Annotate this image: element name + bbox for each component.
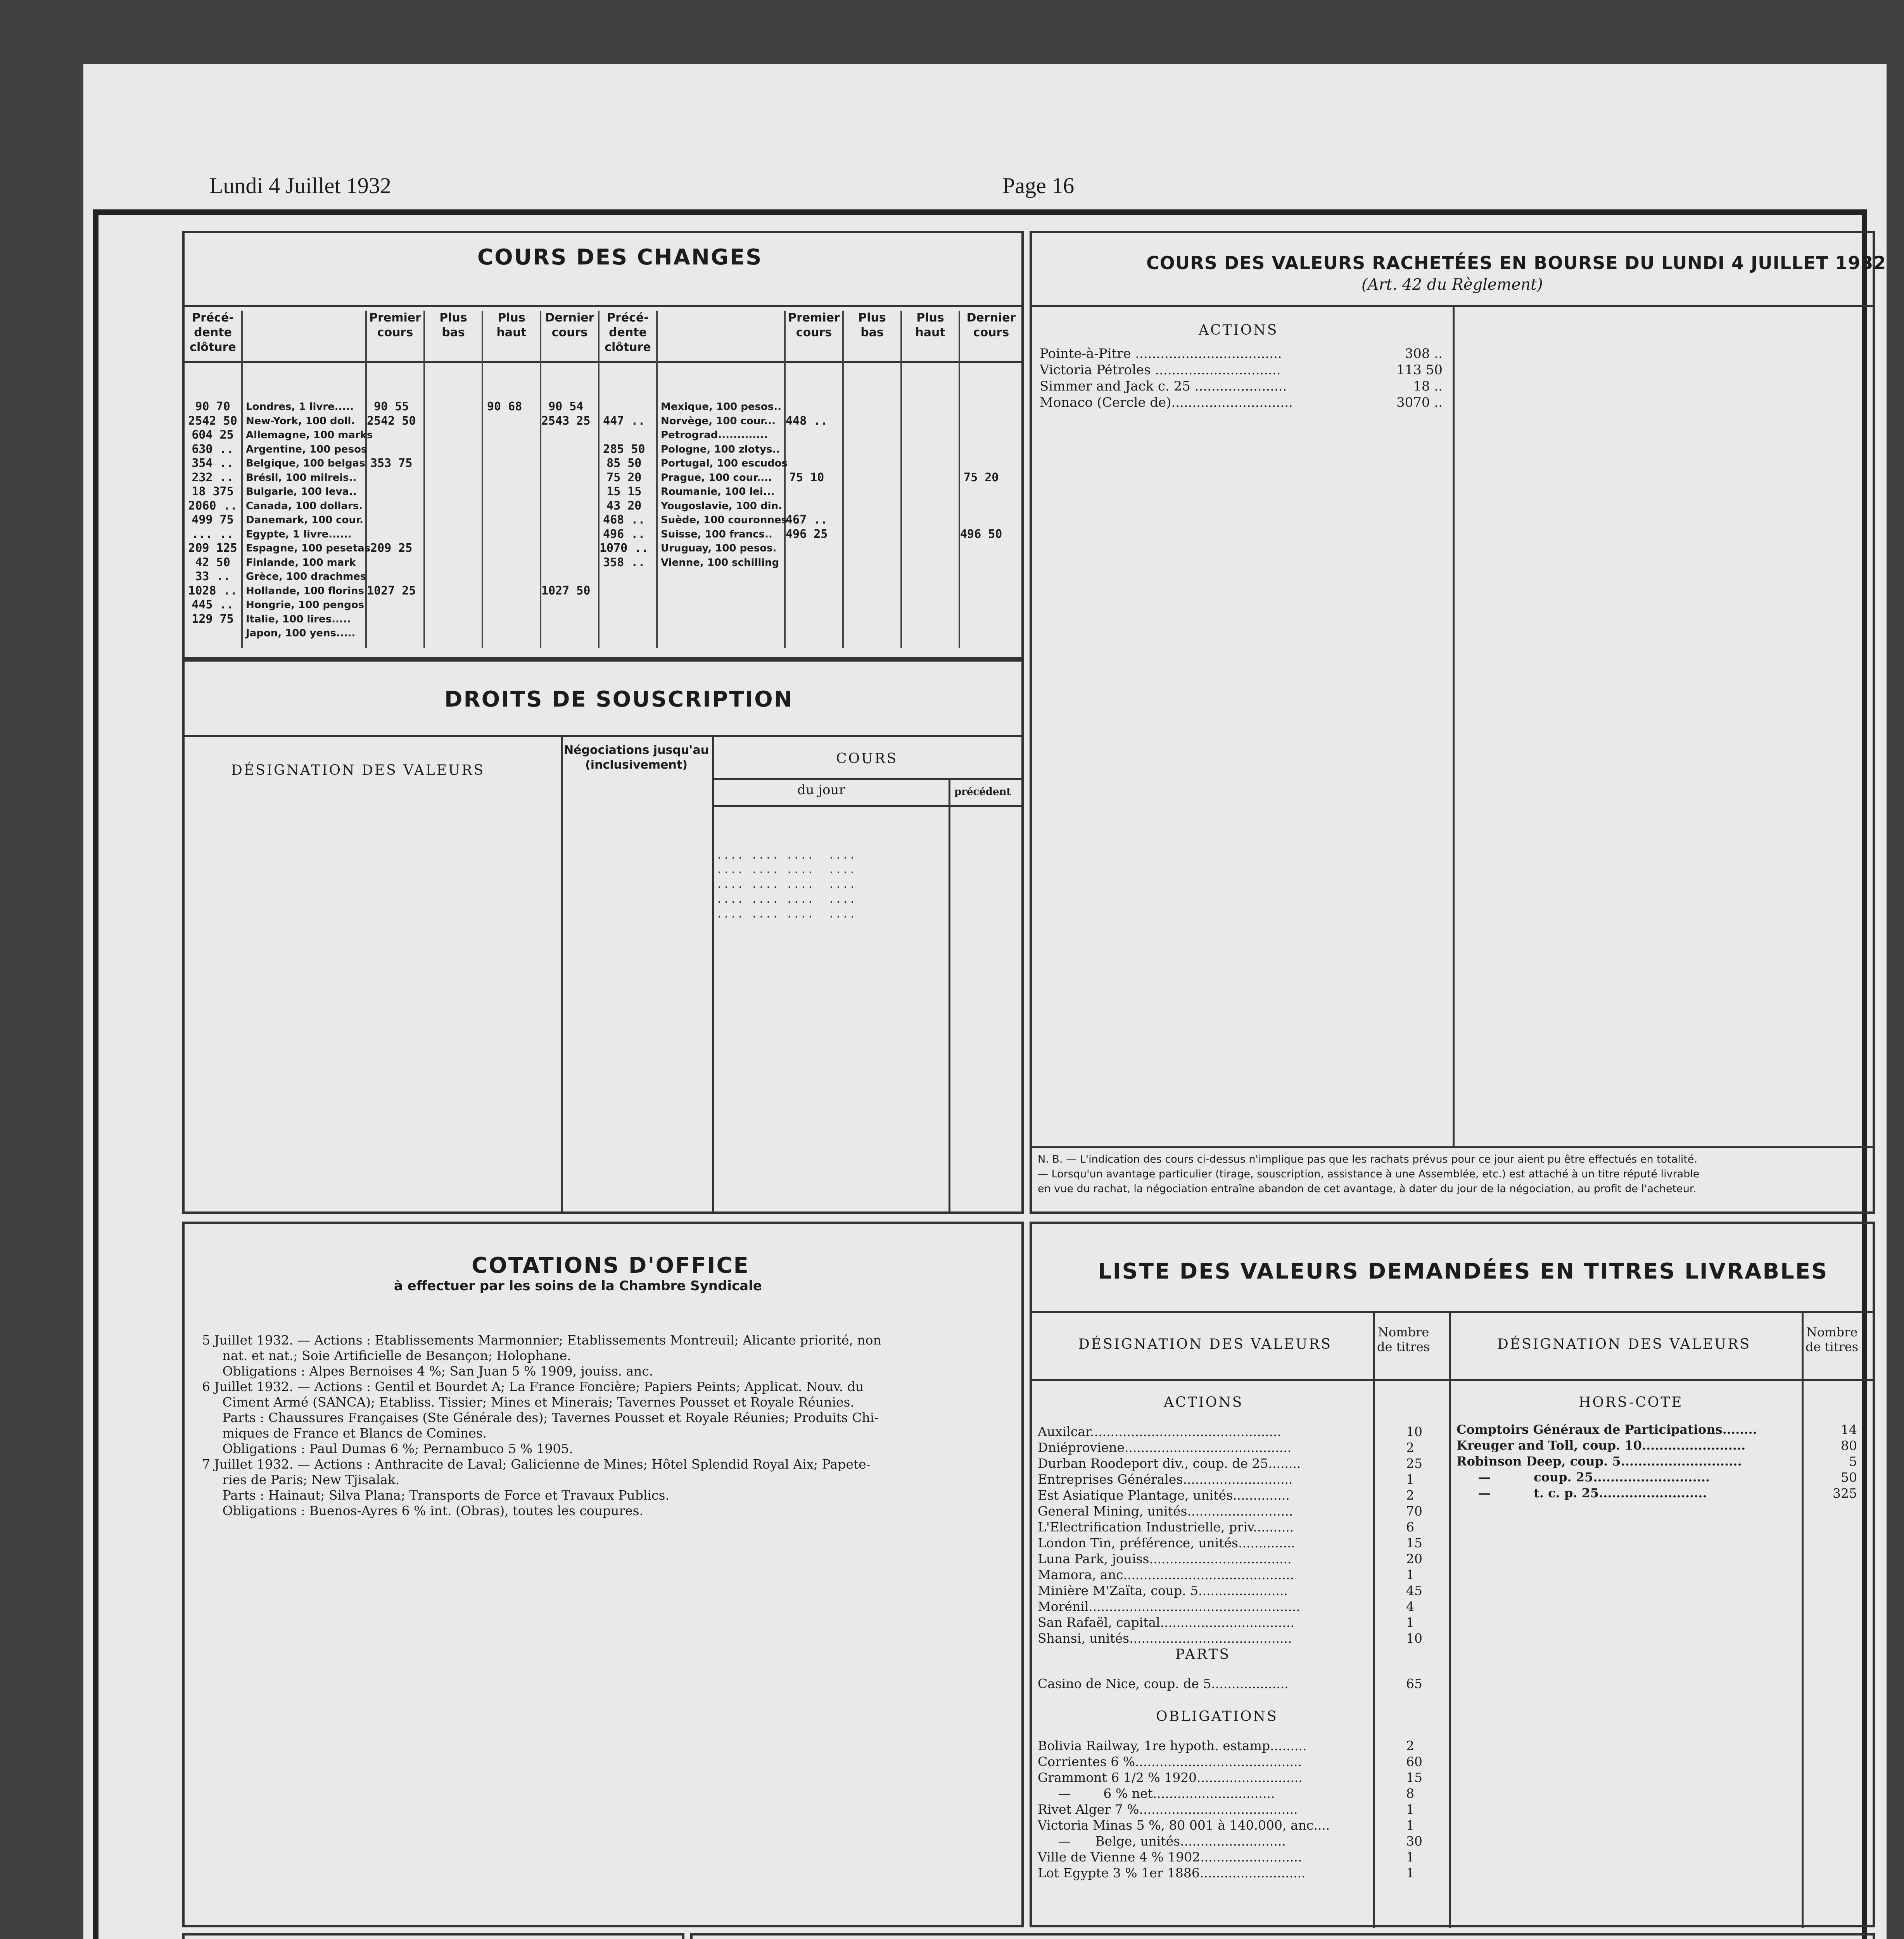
changes-right-bas-col: Plus bas [844,311,902,648]
souscription-dots: .... .... .... .... .... .... .... .... .... .... .... .... .... .... .... .... .... .... .... .... [716,848,856,921]
changes-left-bas-col: Plus bas [425,311,483,648]
changes-right-names-col [658,311,786,648]
cotations-title: COTATIONS D'OFFICE [472,1253,750,1278]
changes-right-names: Mexique, 100 pesos.. Norvège, 100 cour... Petrograd............. Pologne, 100 zlotys.. Portugal, 100 escudos Prague, 100 cour.... Roumanie, 100 lei... Yougoslavie, 100 din. Suède, 100 couronnes Suisse, 100 francs.. Uruguay, 100 pesos. Vienne, 100 schilling [661,401,788,569]
changes-right-premier-col: Premier cours 448 .. 75 10 467 .. 496 25 [786,311,844,648]
rachetees-section [1030,231,1887,1214]
souscription-designation: DÉSIGNATION DES VALEURS [231,762,485,778]
changes-left-haut: 90 68 [487,400,522,413]
changes-left-premier: 90 55 2542 50 353 75 209 25 1027 25 [367,400,416,598]
cotations-subtitle: à effectuer par les soins de la Chambre Syndicale [394,1278,762,1294]
liste-nombre-right: Nombre de titres [1806,1325,1859,1354]
liste-hc-label: HORS-COTE [1579,1395,1683,1410]
changes-right-dernier: 75 20 496 50 [960,470,1002,541]
changes-right-premier: 448 .. 75 10 467 .. 496 25 [786,414,828,541]
changes-header-prev-left: Précé- dente clôture 90 70 2542 50 604 25 630 .. 354 .. 232 .. 18 375 2060 .. 499 75 ... .. 209 125 42 50 33 .. 1028 .. 445 .. 129 75 [185,311,243,648]
souscription-section [182,659,1024,1214]
changes-left-names: Londres, 1 livre..... New-York, 100 doll. Allemagne, 100 marks Argentine, 100 pesos Belgique, 100 belgas Brésil, 100 milreis.. Bulgarie, 100 leva.. Canada, 100 dollars. Danemark, 100 cour. Egypte, 1 livre...... Espagne, 100 pesetas Finlande, 100 mark Grèce, 100 drachmes Hollande, 100 florins Hongrie, 100 pengos Italie, 100 lires..... Japon, 100 yens..... [246,401,373,639]
changes-header-prev-right: Précé- dente clôture 447 .. 285 50 85 50 75 20 15 15 43 20 468 .. 496 .. 1070 .. 358 .. [600,311,658,648]
changes-right-prev: 447 .. 285 50 85 50 75 20 15 15 43 20 468 .. 496 .. 1070 .. 358 .. [600,414,649,569]
changes-right-haut-col: Plus haut [902,311,960,648]
changes-left-haut-col: Plus haut 90 68 [483,311,541,648]
souscription-du-jour: du jour [797,782,845,798]
souscription-precedent: précédent [954,786,1011,798]
changes-left-dernier: 90 54 2543 25 1027 50 [541,400,591,598]
liste-hc: Comptoirs Généraux de Participations........ Kreuger and Toll, coup. 10........................ Robinson Deep, coup. 5............................ — coup. 25........................... — t. c. p. 25......................... [1457,1422,1757,1500]
changes-left-names-col [243,311,373,648]
liste-designation-left: DÉSIGNATION DES VALEURS [1078,1336,1332,1352]
liste-obl-n: 2 60 15 8 1 1 30 1 1 [1406,1738,1422,1880]
liste-obl-label: OBLIGATIONS [1156,1709,1278,1725]
header-date: Lundi 4 Juillet 1932 [209,173,391,198]
souscription-cours: COURS [836,751,898,767]
changes-left-prev: 90 70 2542 50 604 25 630 .. 354 .. 232 .. 18 375 2060 .. 499 75 ... .. 209 125 42 50 33 .. 1028 .. 445 .. 129 75 [188,400,237,626]
liste-actions: Auxilcar............................................... Dniéproviene......................................... Durban Roodeport div., coup. de 25........ Entreprises Générales........................... Est Asiatique Plantage, unités.............. General Mining, unités.......................... L'Electrification Industrielle, priv.......... London Tin, préférence, unités.............. Luna Park, jouiss................................... Mamora, anc.......................................... Minière M'Zaïta, coup. 5...................... Morénil.................................................... San Rafaël, capital................................. Shansi, unités........................................ [1038,1424,1301,1646]
liste-obl: Bolivia Railway, 1re hypoth. estamp......... Corrientes 6 %......................................... Grammont 6 1/2 % 1920.......................... — 6 % net.............................. Rivet Alger 7 %....................................... Victoria Minas 5 %, 80 001 à 140.000, anc.... — Belge, unités.......................... Ville de Vienne 4 % 1902......................... Lot Egypte 3 % 1er 1886.......................... [1038,1738,1330,1880]
liste-parts-n: 65 [1406,1676,1422,1691]
rachetees-items: Pointe-à-Pitre ................................... Victoria Pétroles .............................. Simmer and Jack c. 25 ...................... Monaco (Cercle de)............................. [1040,346,1293,410]
liste-hc-n: 14 80 5 50 325 [1833,1422,1857,1501]
liste-parts-label: PARTS [1175,1647,1231,1662]
liste-parts: Casino de Nice, coup. de 5................... [1038,1676,1289,1691]
souscription-negociations: Négociations jusqu'au (inclusivement) [564,743,709,772]
rachetees-title: COURS DES VALEURS RACHETÉES EN BOURSE DU LUNDI 4 JUILLET 1932 [1146,252,1887,273]
liste-title: LISTE DES VALEURS DEMANDÉES EN TITRES LIVRABLES [1098,1259,1828,1284]
cotations-text: 5 Juillet 1932. — Actions : Etablissements Marmonnier; Etablissements Montreuil; Alicante priorité, non nat. et nat.; Soie Artificielle de Besançon; Holophane. Obligations : Alpes Bernoises 4 %; San Juan 5 % 1909, jouiss. anc. 6 Juillet 1932. — Actions : Gentil et Bourdet A; La France Foncière; Papiers Peints; Applicat. Nouv. du Ciment Armé (SANCA); Etabliss. Tissier; Mines et Minerais; Tavernes Pousset et Royale Réunies. Parts : Chaussures Françaises (Ste Générale des); Tavernes Pousset et Royale Réunies; Produits Chi- miques de France et Blancs de Comines. Obligations : Paul Dumas 6 %; Pernambuco 5 % 1905. 7 Juillet 1932. — Actions : Anthracite de Laval; Galicienne de Mines; Hôtel Splendid Royal Aix; Papete- ries de Paris; New Tjisalak. Parts : Hainaut; Silva Plana; Transports de Force et Travaux Publics. Obligations : Buenos-Ayres 6 % int. (Obras), toutes les coupures. [202,1332,881,1518]
changes-title: COURS DES CHANGES [477,245,763,270]
rachetees-values: 308 .. 113 50 18 .. 3070 .. [1396,346,1443,410]
changes-left-dernier-col: Dernier cours 90 54 2543 25 1027 50 [541,311,600,648]
liste-designation-right: DÉSIGNATION DES VALEURS [1497,1336,1751,1352]
liste-actions-label: ACTIONS [1164,1395,1244,1410]
cotations-section [182,1222,1024,1927]
demandes-section [690,1933,1875,1939]
liste-section [1030,1222,1875,1927]
rachetees-subtitle: (Art. 42 du Règlement) [1361,276,1543,294]
liste-nombre-left: Nombre de titres [1377,1325,1430,1354]
rachetees-note: N. B. — L'indication des cours ci-dessus n'implique pas que les rachats prévus pour ce jour aient pu être effectués en totalité. — Lorsqu'un avantage particulier (tirage, souscription, assistance à une Assemblée, etc.) est attaché à un titre réputé livrable en vue du rachat, la négociation entraîne abandon de cet avantage, à dater du jour de la négociation, au profit de l'acheteur. [1038,1153,1700,1195]
changes-section [182,231,1024,659]
header-page: Page 16 [1002,173,1075,198]
souscription-title: DROITS DE SOUSCRIPTION [444,687,793,712]
rachetees-section-label: ACTIONS [1199,322,1279,338]
changes-left-premier-col: Premier cours 90 55 2542 50 353 75 209 25 1027 25 [367,311,425,648]
rappels-section [182,1933,684,1939]
changes-right-dernier-col: Dernier cours 75 20 496 50 [960,311,1016,541]
liste-actions-n: 10 2 25 1 2 70 6 15 20 1 45 4 1 10 [1406,1424,1422,1646]
